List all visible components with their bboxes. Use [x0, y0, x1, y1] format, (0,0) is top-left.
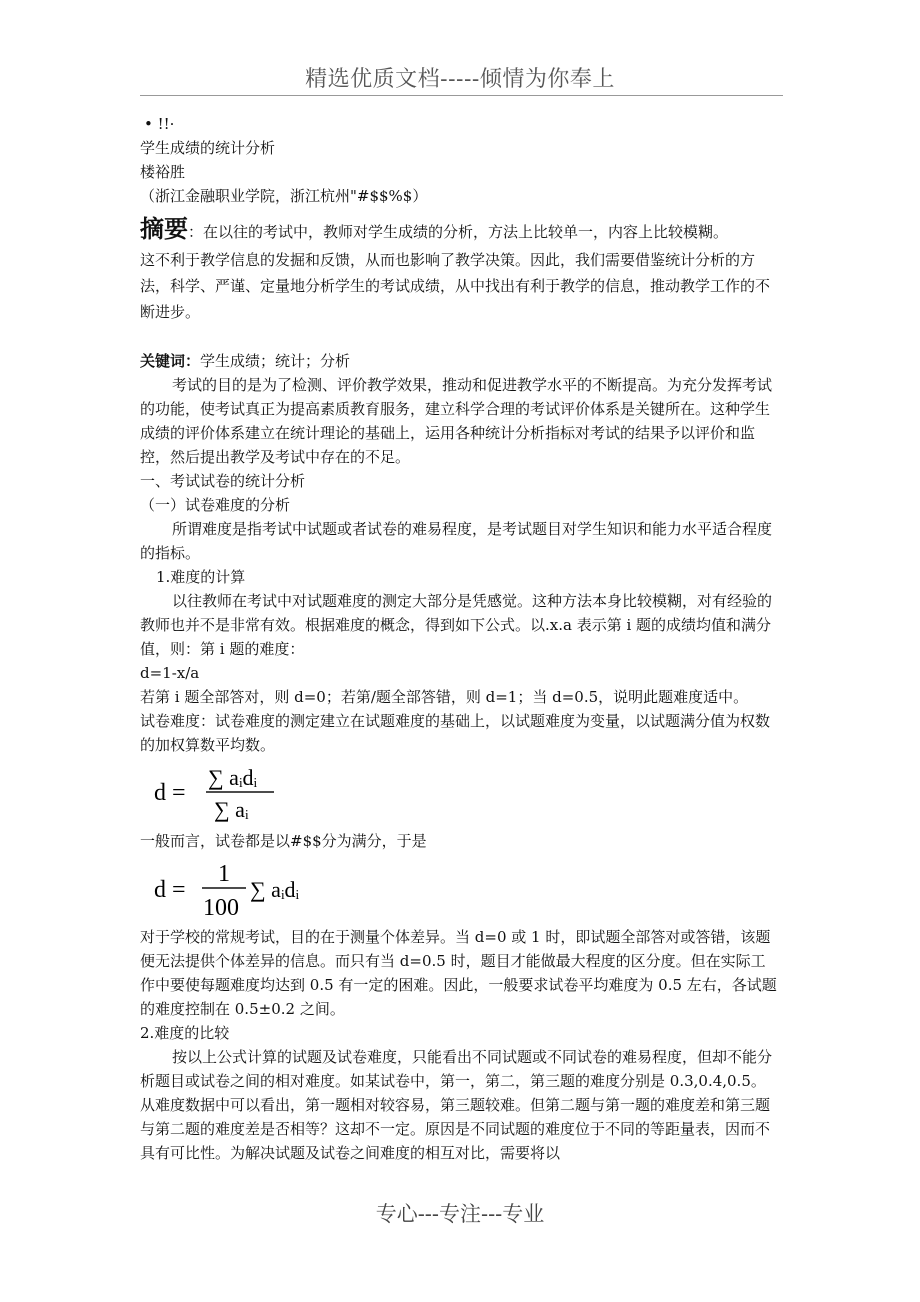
formula2-sum: ∑ aᵢdᵢ: [250, 877, 300, 902]
paragraph-difficulty-calc: 以往教师在考试中对试题难度的测定大部分是凭感觉。这种方法本身比较模糊，对有经验的教师也并不是非常有效。根据难度的概念，得到如下公式。以.x.a 表示第 i 题的成绩均值和满分值，则：第 i 题的难度：: [140, 592, 773, 658]
article-title: 学生成绩的统计分析: [140, 139, 276, 157]
formula2-denominator: 100: [203, 895, 239, 921]
formula2-numerator: 1: [218, 861, 230, 887]
formula1-denominator: ∑ aᵢ: [214, 797, 249, 822]
paragraph-d-meaning: 若第 i 题全部答对，则 d=0；若第/题全部答错，则 d=1；当 d=0.5，说明此题难度适中。: [140, 688, 749, 706]
header-rule: [140, 95, 783, 96]
subsection-heading-1: （一）试卷难度的分析: [140, 496, 291, 514]
formula-weighted-mean: [140, 757, 780, 829]
document-body: [140, 112, 780, 1165]
page-footer: 专心---专注---专业: [375, 1202, 545, 1226]
abstract-body: 这不利于教学信息的发掘和反馈，从而也影响了教学决策。因此，我们需要借鉴统计分析的方法，科学、严谨、定量地分析学生的考试成绩，从中找出有利于教学的信息，推动教学工作的不断进步。: [140, 251, 771, 321]
keywords-label: 关键词：: [140, 352, 201, 370]
item-heading-2: 2.难度的比较: [140, 1024, 230, 1042]
formula-weighted-mean-svg: [150, 757, 310, 827]
formula-line: d=1-x/a: [140, 664, 200, 682]
keywords-line: [140, 349, 780, 373]
affiliation: （浙江金融职业学院，浙江杭州"#$$%$）: [140, 187, 428, 205]
abstract-first-line: [140, 216, 780, 245]
paragraph-full-score: 一般而言，试卷都是以#$$分为满分，于是: [140, 832, 427, 850]
keywords-text: 学生成绩；统计；分析: [200, 352, 351, 370]
formula2-lhs: d =: [154, 877, 186, 903]
formula-percent: [140, 853, 780, 925]
formula1-numerator: ∑ aᵢdᵢ: [208, 765, 258, 790]
spacer: [140, 325, 780, 349]
bullet-line: • !!·: [144, 115, 175, 133]
paragraph-difficulty-compare: 按以上公式计算的试题及试卷难度，只能看出不同试题或不同试卷的难易程度，但却不能分析题目或试卷之间的相对难度。如某试卷中，第一，第二，第三题的难度分别是 0.3,0.4,0.5。从难度数据中可以看出，第一题相对较容易，第三题较难。但第二题与第一题的难度差和第三题与第二题的难度差是否相等？这却不一定。原因是不同试题的难度位于不同的等距量表，因而不具有可比性。为解决试题及试卷之间难度的相互对比，需要将以: [140, 1048, 773, 1162]
item-heading-1: 1.难度的计算: [156, 568, 246, 586]
paragraph-purpose: 考试的目的是为了检测、评价教学效果，推动和促进教学水平的不断提高。为充分发挥考试的功能，使考试真正为提高素质教育服务，建立科学合理的考试评价体系是关键所在。这种学生成绩的评价体系建立在统计理论的基础上，运用各种统计分析指标对考试的结果予以评价和监控，然后提出教学及考试中存在的不足。: [140, 376, 773, 466]
formula-percent-svg: [150, 853, 330, 923]
paragraph-individual-diff: 对于学校的常规考试，目的在于测量个体差异。当 d=0 或 1 时，即试题全部答对或答错，该题便无法提供个体差异的信息。而只有当 d=0.5 时，题目才能做最大程度的区分度。但在实际工作中要使每题难度均达到 0.5 有一定的困难。因此，一般要求试卷平均难度为 0.5 左右，各试题的难度控制在 0.5±0.2 之间。: [140, 928, 777, 1018]
formula1-lhs: d =: [154, 780, 186, 806]
abstract-first-text: ：在以往的考试中，教师对学生成绩的分析，方法上比较单一，内容上比较模糊。: [188, 223, 729, 241]
abstract-label: 摘要: [140, 214, 188, 243]
author: 楼裕胜: [140, 163, 186, 181]
section-heading-1: 一、考试试卷的统计分析: [140, 472, 306, 490]
paragraph-paper-difficulty: 试卷难度：试卷难度的测定建立在试题难度的基础上，以试题难度为变量，以试题满分值为权数的加权算数平均数。: [140, 712, 771, 754]
page-header: 精选优质文档-----倾情为你奉上: [305, 67, 615, 92]
paragraph-difficulty-def: 所谓难度是指考试中试题或者试卷的难易程度，是考试题目对学生知识和能力水平适合程度的指标。: [140, 520, 773, 562]
